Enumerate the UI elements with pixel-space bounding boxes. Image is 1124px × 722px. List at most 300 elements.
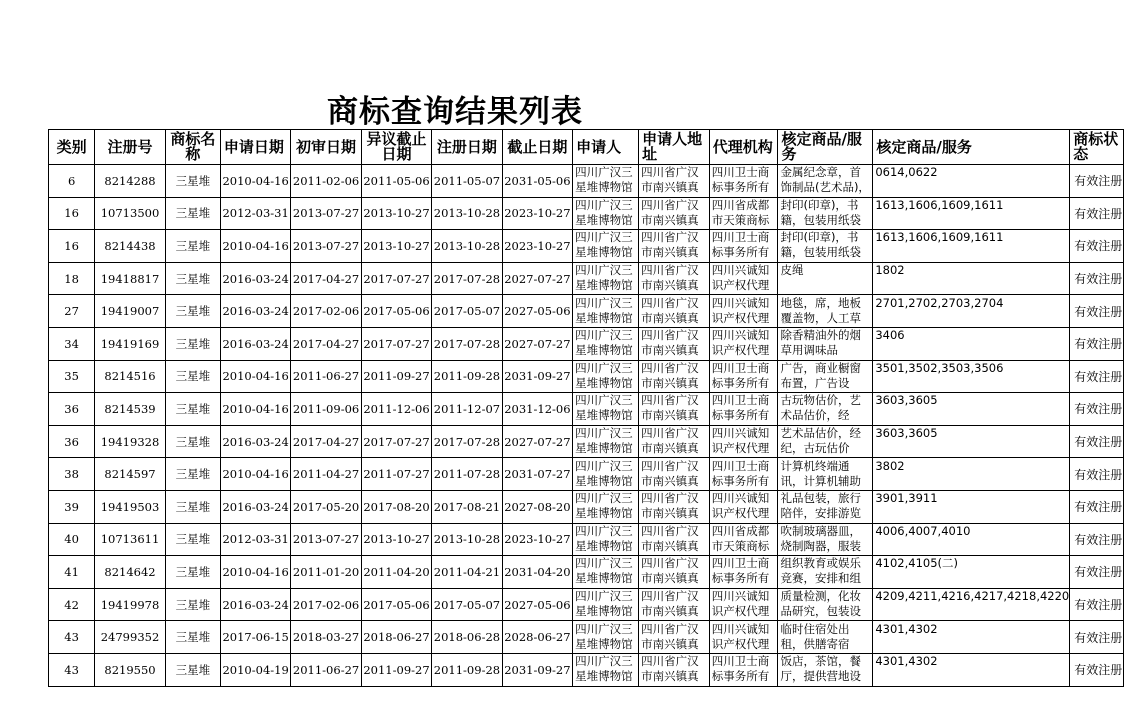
cell-status: 有效注册 (1070, 295, 1124, 328)
cell-reg: 8214642 (95, 556, 166, 589)
cell-agent (709, 490, 778, 523)
cell-cls: 38 (49, 458, 95, 491)
cell-goods (778, 360, 873, 393)
cell-address (639, 393, 710, 426)
cell-cls: 16 (49, 197, 95, 230)
cell-goods (778, 165, 873, 198)
cell-text: 四川省广汉市南兴镇真 (641, 621, 699, 651)
table-row (49, 425, 1124, 458)
col-header: 异议截止日期 (361, 130, 431, 165)
cell-reg: 19419978 (95, 588, 166, 621)
cell-goods (778, 523, 873, 556)
cell-expiry: 2031-09-27 (502, 653, 572, 686)
cell-objection: 2011-09-27 (361, 653, 431, 686)
cell-address (639, 295, 710, 328)
col-header: 类别 (49, 130, 95, 165)
cell-objection: 2017-07-27 (361, 262, 431, 295)
cell-registered: 2017-07-28 (432, 262, 502, 295)
cell-text: 四川省广汉市南兴镇真 (641, 263, 699, 293)
col-header: 截止日期 (502, 130, 572, 165)
cell-codes (873, 653, 1070, 686)
cell-agent (709, 393, 778, 426)
cell-goods (778, 295, 873, 328)
cell-address (639, 588, 710, 621)
cell-text: 四川兴诚知识产权代理 (711, 295, 770, 325)
cell-apply: 2016-03-24 (220, 327, 290, 360)
cell-prelim: 2011-02-06 (291, 165, 361, 198)
cell-prelim: 2011-01-20 (291, 556, 361, 589)
cell-text: 四川广汉三星堆博物馆 (575, 621, 633, 651)
cell-apply: 2010-04-19 (220, 653, 290, 686)
cell-objection: 2017-07-27 (361, 327, 431, 360)
table-row (49, 230, 1124, 263)
cell-text: 吹制玻璃器皿，烧制陶器，服装 (780, 523, 861, 553)
cell-registered: 2018-06-28 (432, 621, 502, 654)
cell-text: 金属纪念章，首饰制品(艺术品)， (780, 165, 870, 195)
cell-text: 古玩物估价，艺术品估价，经 (780, 393, 861, 423)
cell-address (639, 490, 710, 523)
cell-text: 四川广汉三星堆博物馆 (575, 197, 633, 227)
cell-cls: 39 (49, 490, 95, 523)
cell-goods (778, 556, 873, 589)
cell-applicant (573, 295, 639, 328)
cell-text: 四川广汉三星堆博物馆 (575, 654, 633, 684)
cell-prelim: 2017-04-27 (291, 327, 361, 360)
cell-goods (778, 621, 873, 654)
cell-text: 四川卫士商标事务所有 (711, 654, 770, 684)
cell-applicant (573, 327, 639, 360)
cell-text: 四川省成都市天策商标 (711, 197, 770, 227)
cell-apply: 2017-06-15 (220, 621, 290, 654)
cell-name: 三星堆 (165, 295, 220, 328)
cell-status: 有效注册 (1070, 621, 1124, 654)
cell-reg: 8214288 (95, 165, 166, 198)
cell-address (639, 327, 710, 360)
cell-text: 艺术品估价，经纪，古玩估价 (780, 426, 861, 456)
cell-prelim: 2017-02-06 (291, 295, 361, 328)
cell-name: 三星堆 (165, 197, 220, 230)
cell-objection: 2013-10-27 (361, 197, 431, 230)
cell-apply: 2012-03-31 (220, 197, 290, 230)
cell-text: 四川广汉三星堆博物馆 (575, 556, 633, 586)
cell-registered: 2017-07-28 (432, 425, 502, 458)
cell-expiry: 2027-08-20 (502, 490, 572, 523)
cell-expiry: 2027-05-06 (502, 588, 572, 621)
cell-name: 三星堆 (165, 327, 220, 360)
cell-text: 组织教育或娱乐竞赛，安排和组 (780, 556, 861, 586)
table-row (49, 393, 1124, 426)
col-header: 申请人地址 (639, 130, 710, 165)
cell-text: 广告，商业橱窗布置，广告设 (780, 360, 861, 390)
cell-text: 饭店，茶馆，餐厅，提供营地设 (780, 654, 861, 684)
cell-objection: 2011-09-27 (361, 360, 431, 393)
cell-expiry: 2023-10-27 (502, 523, 572, 556)
cell-status: 有效注册 (1070, 653, 1124, 686)
cell-text: 四川兴诚知识产权代理 (711, 263, 770, 293)
cell-text: 4301,4302 (875, 621, 938, 636)
cell-address (639, 653, 710, 686)
cell-applicant (573, 425, 639, 458)
col-header: 申请人 (573, 130, 639, 165)
cell-apply: 2016-03-24 (220, 490, 290, 523)
cell-text: 四川省广汉市南兴镇真 (641, 197, 699, 227)
cell-name: 三星堆 (165, 425, 220, 458)
table-row (49, 653, 1124, 686)
cell-reg: 8219550 (95, 653, 166, 686)
cell-expiry: 2023-10-27 (502, 230, 572, 263)
cell-name: 三星堆 (165, 523, 220, 556)
cell-applicant (573, 197, 639, 230)
cell-status: 有效注册 (1070, 327, 1124, 360)
cell-codes (873, 393, 1070, 426)
cell-cls: 36 (49, 393, 95, 426)
cell-prelim: 2011-09-06 (291, 393, 361, 426)
cell-text: 四川广汉三星堆博物馆 (575, 165, 633, 195)
cell-text: 除香精油外的烟草用调味品 (780, 328, 861, 358)
cell-agent (709, 262, 778, 295)
cell-text: 四川省广汉市南兴镇真 (641, 556, 699, 586)
cell-agent (709, 230, 778, 263)
cell-text: 四川省广汉市南兴镇真 (641, 589, 699, 619)
cell-reg: 8214539 (95, 393, 166, 426)
cell-text: 3603,3605 (875, 426, 938, 441)
cell-name: 三星堆 (165, 262, 220, 295)
cell-agent (709, 295, 778, 328)
cell-registered: 2013-10-28 (432, 230, 502, 263)
cell-cls: 18 (49, 262, 95, 295)
cell-agent (709, 425, 778, 458)
cell-text: 3901,3911 (875, 491, 938, 506)
cell-name: 三星堆 (165, 165, 220, 198)
cell-status: 有效注册 (1070, 490, 1124, 523)
cell-name: 三星堆 (165, 653, 220, 686)
cell-address (639, 165, 710, 198)
cell-text: 3802 (875, 458, 905, 473)
cell-prelim: 2011-06-27 (291, 360, 361, 393)
cell-goods (778, 653, 873, 686)
cell-reg: 8214516 (95, 360, 166, 393)
cell-apply: 2010-04-16 (220, 458, 290, 491)
cell-address (639, 523, 710, 556)
table-row (49, 490, 1124, 523)
cell-applicant (573, 360, 639, 393)
cell-prelim: 2013-07-27 (291, 523, 361, 556)
cell-reg: 10713611 (95, 523, 166, 556)
cell-goods (778, 197, 873, 230)
cell-expiry: 2027-05-06 (502, 295, 572, 328)
cell-objection: 2013-10-27 (361, 523, 431, 556)
cell-apply: 2016-03-24 (220, 295, 290, 328)
cell-cls: 27 (49, 295, 95, 328)
cell-text: 四川广汉三星堆博物馆 (575, 360, 633, 390)
cell-text: 四川省广汉市南兴镇真 (641, 165, 699, 195)
cell-status: 有效注册 (1070, 523, 1124, 556)
cell-text: 四川广汉三星堆博物馆 (575, 589, 633, 619)
cell-objection: 2011-12-06 (361, 393, 431, 426)
cell-text: 临时住宿处出租，供膳寄宿 (780, 621, 850, 651)
cell-codes (873, 230, 1070, 263)
cell-reg: 19419503 (95, 490, 166, 523)
cell-applicant (573, 458, 639, 491)
cell-registered: 2013-10-28 (432, 523, 502, 556)
cell-text: 地毯，席，地板覆盖物，人工草 (780, 295, 861, 325)
cell-reg: 19419169 (95, 327, 166, 360)
cell-objection: 2017-07-27 (361, 425, 431, 458)
cell-status: 有效注册 (1070, 425, 1124, 458)
cell-address (639, 230, 710, 263)
cell-codes (873, 360, 1070, 393)
cell-objection: 2011-04-20 (361, 556, 431, 589)
cell-objection: 2018-06-27 (361, 621, 431, 654)
cell-reg: 10713500 (95, 197, 166, 230)
cell-registered: 2017-07-28 (432, 327, 502, 360)
cell-expiry: 2031-12-06 (502, 393, 572, 426)
cell-text: 四川广汉三星堆博物馆 (575, 523, 633, 553)
cell-goods (778, 262, 873, 295)
cell-text: 四川省广汉市南兴镇真 (641, 491, 699, 521)
cell-objection: 2017-08-20 (361, 490, 431, 523)
cell-prelim: 2017-04-27 (291, 425, 361, 458)
table-row (49, 165, 1124, 198)
cell-cls: 41 (49, 556, 95, 589)
cell-cls: 16 (49, 230, 95, 263)
cell-prelim: 2013-07-27 (291, 197, 361, 230)
cell-text: 3406 (875, 328, 905, 343)
cell-name: 三星堆 (165, 458, 220, 491)
cell-codes (873, 425, 1070, 458)
cell-address (639, 197, 710, 230)
cell-address (639, 425, 710, 458)
table-row (49, 458, 1124, 491)
cell-name: 三星堆 (165, 490, 220, 523)
cell-codes (873, 490, 1070, 523)
cell-reg: 19419007 (95, 295, 166, 328)
cell-cls: 40 (49, 523, 95, 556)
cell-expiry: 2027-07-27 (502, 425, 572, 458)
cell-agent (709, 327, 778, 360)
cell-goods (778, 425, 873, 458)
cell-apply: 2010-04-16 (220, 393, 290, 426)
cell-text: 3501,3502,3503,3506 (875, 360, 1004, 375)
cell-prelim: 2011-04-27 (291, 458, 361, 491)
cell-expiry: 2031-09-27 (502, 360, 572, 393)
cell-apply: 2016-03-24 (220, 425, 290, 458)
cell-expiry: 2028-06-27 (502, 621, 572, 654)
cell-registered: 2013-10-28 (432, 197, 502, 230)
cell-codes (873, 621, 1070, 654)
cell-agent (709, 556, 778, 589)
cell-address (639, 621, 710, 654)
cell-status: 有效注册 (1070, 588, 1124, 621)
cell-name: 三星堆 (165, 393, 220, 426)
cell-prelim: 2017-02-06 (291, 588, 361, 621)
cell-cls: 42 (49, 588, 95, 621)
cell-codes (873, 327, 1070, 360)
cell-registered: 2011-09-28 (432, 653, 502, 686)
cell-agent (709, 653, 778, 686)
cell-text: 四川省广汉市南兴镇真 (641, 360, 699, 390)
cell-expiry: 2031-04-20 (502, 556, 572, 589)
cell-text: 4209,4211,4216,4217,4218,4220 (875, 589, 1070, 604)
cell-name: 三星堆 (165, 556, 220, 589)
col-header: 代理机构 (709, 130, 778, 165)
cell-text: 3603,3605 (875, 393, 938, 408)
cell-text: 计算机终端通讯，计算机辅助 (780, 458, 861, 488)
cell-name: 三星堆 (165, 588, 220, 621)
cell-objection: 2017-05-06 (361, 295, 431, 328)
table-row (49, 556, 1124, 589)
cell-registered: 2011-12-07 (432, 393, 502, 426)
cell-applicant (573, 556, 639, 589)
cell-text: 1802 (875, 263, 905, 278)
cell-text: 四川省广汉市南兴镇真 (641, 295, 699, 325)
cell-objection: 2017-05-06 (361, 588, 431, 621)
cell-goods (778, 588, 873, 621)
cell-cls: 36 (49, 425, 95, 458)
cell-applicant (573, 165, 639, 198)
cell-applicant (573, 588, 639, 621)
cell-registered: 2017-08-21 (432, 490, 502, 523)
cell-applicant (573, 230, 639, 263)
cell-registered: 2011-07-28 (432, 458, 502, 491)
cell-text: 封印(印章)，书籍，包装用纸袋 (780, 230, 861, 260)
cell-text: 四川省广汉市南兴镇真 (641, 393, 699, 423)
cell-text: 四川广汉三星堆博物馆 (575, 295, 633, 325)
col-header: 商标状态 (1070, 130, 1124, 165)
cell-goods (778, 458, 873, 491)
col-header: 注册日期 (432, 130, 502, 165)
cell-cls: 34 (49, 327, 95, 360)
col-header: 核定商品/服务 (778, 130, 873, 165)
page-title: 商标查询结果列表 (327, 94, 583, 130)
cell-text: 四川广汉三星堆博物馆 (575, 263, 633, 293)
cell-address (639, 556, 710, 589)
table-row (49, 197, 1124, 230)
cell-status: 有效注册 (1070, 230, 1124, 263)
col-header: 申请日期 (220, 130, 290, 165)
cell-objection: 2011-07-27 (361, 458, 431, 491)
cell-codes (873, 523, 1070, 556)
cell-apply: 2010-04-16 (220, 360, 290, 393)
cell-prelim: 2011-06-27 (291, 653, 361, 686)
cell-prelim: 2018-03-27 (291, 621, 361, 654)
cell-text: 四川卫士商标事务所有 (711, 165, 770, 195)
cell-status: 有效注册 (1070, 556, 1124, 589)
cell-reg: 19418817 (95, 262, 166, 295)
cell-codes (873, 197, 1070, 230)
cell-agent (709, 523, 778, 556)
header-row (49, 130, 1124, 165)
cell-agent (709, 197, 778, 230)
cell-agent (709, 360, 778, 393)
cell-registered: 2011-09-28 (432, 360, 502, 393)
cell-apply: 2016-03-24 (220, 588, 290, 621)
cell-text: 四川省广汉市南兴镇真 (641, 654, 699, 684)
cell-text: 四川省广汉市南兴镇真 (641, 230, 699, 260)
cell-registered: 2017-05-07 (432, 588, 502, 621)
cell-address (639, 458, 710, 491)
cell-text: 0614,0622 (875, 165, 938, 180)
cell-text: 四川卫士商标事务所有 (711, 458, 770, 488)
cell-text: 四川省成都市天策商标 (711, 523, 770, 553)
cell-applicant (573, 393, 639, 426)
col-header: 初审日期 (291, 130, 361, 165)
cell-expiry: 2027-07-27 (502, 327, 572, 360)
cell-cls: 6 (49, 165, 95, 198)
table-row (49, 588, 1124, 621)
cell-expiry: 2031-05-06 (502, 165, 572, 198)
cell-text: 四川兴诚知识产权代理 (711, 621, 770, 651)
cell-status: 有效注册 (1070, 165, 1124, 198)
cell-cls: 35 (49, 360, 95, 393)
cell-expiry: 2023-10-27 (502, 197, 572, 230)
cell-goods (778, 230, 873, 263)
cell-text: 皮绳 (780, 263, 804, 278)
cell-prelim: 2017-04-27 (291, 262, 361, 295)
cell-cls: 43 (49, 653, 95, 686)
table-row (49, 262, 1124, 295)
cell-text: 四川兴诚知识产权代理 (711, 426, 770, 456)
cell-text: 四川省广汉市南兴镇真 (641, 426, 699, 456)
cell-text: 四川卫士商标事务所有 (711, 360, 770, 390)
cell-codes (873, 588, 1070, 621)
cell-apply: 2012-03-31 (220, 523, 290, 556)
cell-applicant (573, 653, 639, 686)
cell-reg: 8214438 (95, 230, 166, 263)
cell-agent (709, 165, 778, 198)
cell-prelim: 2017-05-20 (291, 490, 361, 523)
cell-codes (873, 262, 1070, 295)
cell-objection: 2011-05-06 (361, 165, 431, 198)
table-row (49, 360, 1124, 393)
cell-text: 四川省广汉市南兴镇真 (641, 523, 699, 553)
cell-text: 4301,4302 (875, 654, 938, 669)
cell-registered: 2011-04-21 (432, 556, 502, 589)
cell-text: 四川广汉三星堆博物馆 (575, 328, 633, 358)
cell-applicant (573, 621, 639, 654)
cell-apply: 2010-04-16 (220, 556, 290, 589)
cell-agent (709, 588, 778, 621)
table-row (49, 295, 1124, 328)
cell-codes (873, 165, 1070, 198)
cell-name: 三星堆 (165, 230, 220, 263)
cell-expiry: 2031-07-27 (502, 458, 572, 491)
cell-reg: 19419328 (95, 425, 166, 458)
cell-cls: 43 (49, 621, 95, 654)
cell-name: 三星堆 (165, 360, 220, 393)
table-row (49, 621, 1124, 654)
cell-text: 封印(印章)，书籍，包装用纸袋 (780, 197, 861, 227)
col-header: 核定商品/服务 (873, 130, 1070, 165)
cell-text: 4102,4105(二) (875, 556, 959, 571)
cell-text: 四川广汉三星堆博物馆 (575, 393, 633, 423)
cell-text: 四川广汉三星堆博物馆 (575, 491, 633, 521)
cell-text: 1613,1606,1609,1611 (875, 230, 1004, 245)
cell-apply: 2010-04-16 (220, 230, 290, 263)
cell-text: 四川卫士商标事务所有 (711, 230, 770, 260)
cell-goods (778, 393, 873, 426)
table-row (49, 523, 1124, 556)
cell-applicant (573, 490, 639, 523)
cell-address (639, 262, 710, 295)
cell-text: 四川兴诚知识产权代理 (711, 328, 770, 358)
cell-registered: 2017-05-07 (432, 295, 502, 328)
cell-status: 有效注册 (1070, 393, 1124, 426)
col-header: 商标名称 (165, 130, 220, 165)
cell-expiry: 2027-07-27 (502, 262, 572, 295)
cell-text: 2701,2702,2703,2704 (875, 295, 1004, 310)
cell-text: 四川卫士商标事务所有 (711, 556, 770, 586)
